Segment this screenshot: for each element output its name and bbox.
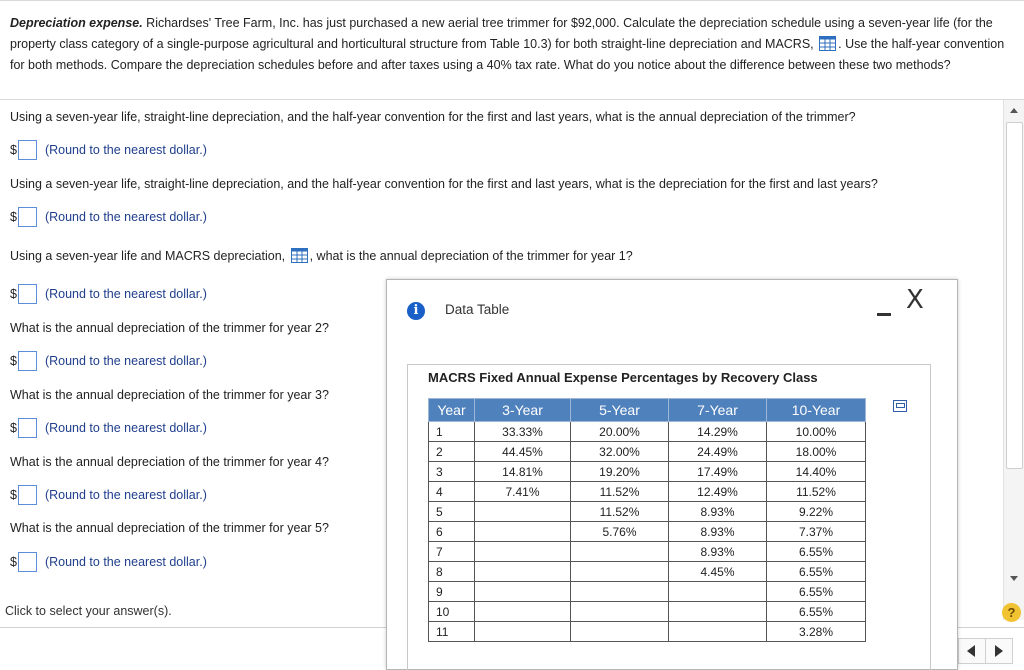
table-cell: 14.40%: [767, 462, 866, 482]
copy-icon[interactable]: [893, 400, 907, 412]
table-cell: 3: [429, 462, 475, 482]
macrs-table: [428, 398, 866, 642]
table-row: [429, 522, 866, 542]
answer-input-7[interactable]: [18, 552, 37, 572]
table-cell: 8.93%: [669, 502, 767, 522]
table-row: [429, 442, 866, 462]
table-title: MACRS Fixed Annual Expense Percentages by Recovery Class: [428, 370, 818, 385]
table-cell: 20.00%: [571, 422, 669, 442]
table-row: [429, 482, 866, 502]
currency-label: $: [10, 143, 17, 157]
header-7-year: 7-Year: [669, 399, 767, 422]
table-cell: [669, 582, 767, 602]
help-icon[interactable]: ?: [1002, 603, 1021, 622]
table-cell: 6.55%: [767, 562, 866, 582]
table-cell: 5.76%: [571, 522, 669, 542]
answer-row-6: [10, 485, 207, 505]
table-cell: [669, 622, 767, 642]
table-icon[interactable]: [819, 36, 836, 51]
table-cell: [475, 622, 571, 642]
table-cell: 1: [429, 422, 475, 442]
table-row: [429, 562, 866, 582]
table-cell: 17.49%: [669, 462, 767, 482]
question-3-text-a: Using a seven-year life and MACRS depreciation,: [10, 249, 289, 263]
table-cell: 11: [429, 622, 475, 642]
table-cell: 9: [429, 582, 475, 602]
table-cell: [475, 502, 571, 522]
table-row: [429, 462, 866, 482]
info-icon: i: [407, 302, 425, 320]
currency-label: $: [10, 488, 17, 502]
table-cell: 3.28%: [767, 622, 866, 642]
currency-label: $: [10, 421, 17, 435]
table-row: [429, 602, 866, 622]
answer-row-1: [10, 140, 207, 160]
arrow-right-icon: [995, 645, 1003, 657]
currency-label: $: [10, 555, 17, 569]
table-cell: 8.93%: [669, 522, 767, 542]
problem-statement: [10, 13, 1015, 76]
table-cell: 8: [429, 562, 475, 582]
scroll-thumb[interactable]: [1006, 122, 1023, 469]
scroll-down-icon[interactable]: [1010, 576, 1018, 581]
table-header-row: [429, 399, 866, 422]
top-divider: [0, 0, 1024, 1]
table-cell: [571, 622, 669, 642]
table-cell: 11.52%: [767, 482, 866, 502]
table-cell: 10.00%: [767, 422, 866, 442]
round-hint: (Round to the nearest dollar.): [44, 287, 207, 301]
table-cell: 4: [429, 482, 475, 502]
currency-label: $: [10, 354, 17, 368]
problem-text-2: . Use the half-year convention for both methods. Compare the depreciation schedules before and after taxes using a 40% tax rate. What do you notice about the difference between these two methods?: [10, 37, 1005, 72]
table-cell: 24.49%: [669, 442, 767, 462]
table-cell: [669, 602, 767, 622]
question-3-text-b: , what is the annual depreciation of the trimmer for year 1?: [309, 249, 633, 263]
table-cell: [571, 582, 669, 602]
currency-label: $: [10, 287, 17, 301]
next-button[interactable]: [985, 638, 1013, 664]
currency-label: $: [10, 210, 17, 224]
question-3: [10, 248, 633, 263]
round-hint: (Round to the nearest dollar.): [44, 421, 207, 435]
table-cell: 5: [429, 502, 475, 522]
header-year: Year: [429, 399, 475, 422]
answer-row-7: [10, 552, 207, 572]
table-cell: [571, 542, 669, 562]
answer-row-4: [10, 351, 207, 371]
table-cell: 10: [429, 602, 475, 622]
table-cell: 8.93%: [669, 542, 767, 562]
header-5-year: 5-Year: [571, 399, 669, 422]
table-row: [429, 502, 866, 522]
table-cell: 6.55%: [767, 542, 866, 562]
table-cell: [475, 522, 571, 542]
answer-input-4[interactable]: [18, 351, 37, 371]
table-cell: 11.52%: [571, 502, 669, 522]
question-2: Using a seven-year life, straight-line depreciation, and the half-year convention for the first and last years, what is the depreciation for the first and last years?: [10, 177, 878, 191]
table-cell: [475, 602, 571, 622]
table-cell: 6.55%: [767, 602, 866, 622]
answer-input-6[interactable]: [18, 485, 37, 505]
click-instruction: Click to select your answer(s).: [5, 604, 172, 618]
table-cell: 18.00%: [767, 442, 866, 462]
round-hint: (Round to the nearest dollar.): [44, 143, 207, 157]
question-6: What is the annual depreciation of the trimmer for year 4?: [10, 455, 329, 469]
table-cell: [571, 602, 669, 622]
table-cell: 2: [429, 442, 475, 462]
question-7: What is the annual depreciation of the trimmer for year 5?: [10, 521, 329, 535]
question-5: What is the annual depreciation of the trimmer for year 3?: [10, 388, 329, 402]
header-3-year: 3-Year: [475, 399, 571, 422]
table-cell: 7.37%: [767, 522, 866, 542]
answer-input-5[interactable]: [18, 418, 37, 438]
table-cell: 14.81%: [475, 462, 571, 482]
table-cell: 4.45%: [669, 562, 767, 582]
table-cell: 44.45%: [475, 442, 571, 462]
close-button[interactable]: X: [906, 285, 924, 315]
table-row: [429, 622, 866, 642]
round-hint: (Round to the nearest dollar.): [44, 354, 207, 368]
prev-button[interactable]: [958, 638, 986, 664]
table-cell: 6: [429, 522, 475, 542]
table-icon[interactable]: [291, 248, 308, 263]
table-cell: [475, 542, 571, 562]
table-cell: [571, 562, 669, 582]
table-cell: 7: [429, 542, 475, 562]
table-container: [407, 364, 931, 670]
table-cell: [475, 582, 571, 602]
table-cell: 32.00%: [571, 442, 669, 462]
vertical-scrollbar[interactable]: [1003, 100, 1024, 620]
answer-input-3[interactable]: [18, 284, 37, 304]
table-cell: [475, 562, 571, 582]
answer-row-5: [10, 418, 207, 438]
problem-text-1: Richardses' Tree Farm, Inc. has just purchased a new aerial tree trimmer for $92,000. Calculate the depreciation schedule using a seven-year life (for the property class category of a single-purpose agricultural and horticultural structure from Table 10.3) for both straight-line depreciation and MACRS,: [10, 16, 993, 51]
minimize-button[interactable]: [877, 313, 891, 316]
dialog-title: Data Table: [445, 302, 510, 317]
problem-divider: [0, 99, 1024, 100]
data-table-dialog: [386, 279, 958, 670]
table-cell: 7.41%: [475, 482, 571, 502]
table-cell: 9.22%: [767, 502, 866, 522]
question-1: Using a seven-year life, straight-line depreciation, and the half-year convention for the first and last years, what is the annual depreciation of the trimmer?: [10, 110, 856, 124]
table-cell: 12.49%: [669, 482, 767, 502]
problem-title: Depreciation expense.: [10, 16, 143, 30]
header-10-year: 10-Year: [767, 399, 866, 422]
table-cell: 33.33%: [475, 422, 571, 442]
table-row: [429, 542, 866, 562]
table-cell: 14.29%: [669, 422, 767, 442]
answer-input-2[interactable]: [18, 207, 37, 227]
arrow-left-icon: [967, 645, 975, 657]
table-cell: 11.52%: [571, 482, 669, 502]
question-4: What is the annual depreciation of the trimmer for year 2?: [10, 321, 329, 335]
answer-row-2: [10, 207, 207, 227]
answer-input-1[interactable]: [18, 140, 37, 160]
scroll-up-icon[interactable]: [1010, 108, 1018, 113]
table-cell: 6.55%: [767, 582, 866, 602]
table-cell: 19.20%: [571, 462, 669, 482]
round-hint: (Round to the nearest dollar.): [44, 488, 207, 502]
table-row: [429, 422, 866, 442]
table-row: [429, 582, 866, 602]
round-hint: (Round to the nearest dollar.): [44, 555, 207, 569]
round-hint: (Round to the nearest dollar.): [44, 210, 207, 224]
answer-row-3: [10, 284, 207, 304]
